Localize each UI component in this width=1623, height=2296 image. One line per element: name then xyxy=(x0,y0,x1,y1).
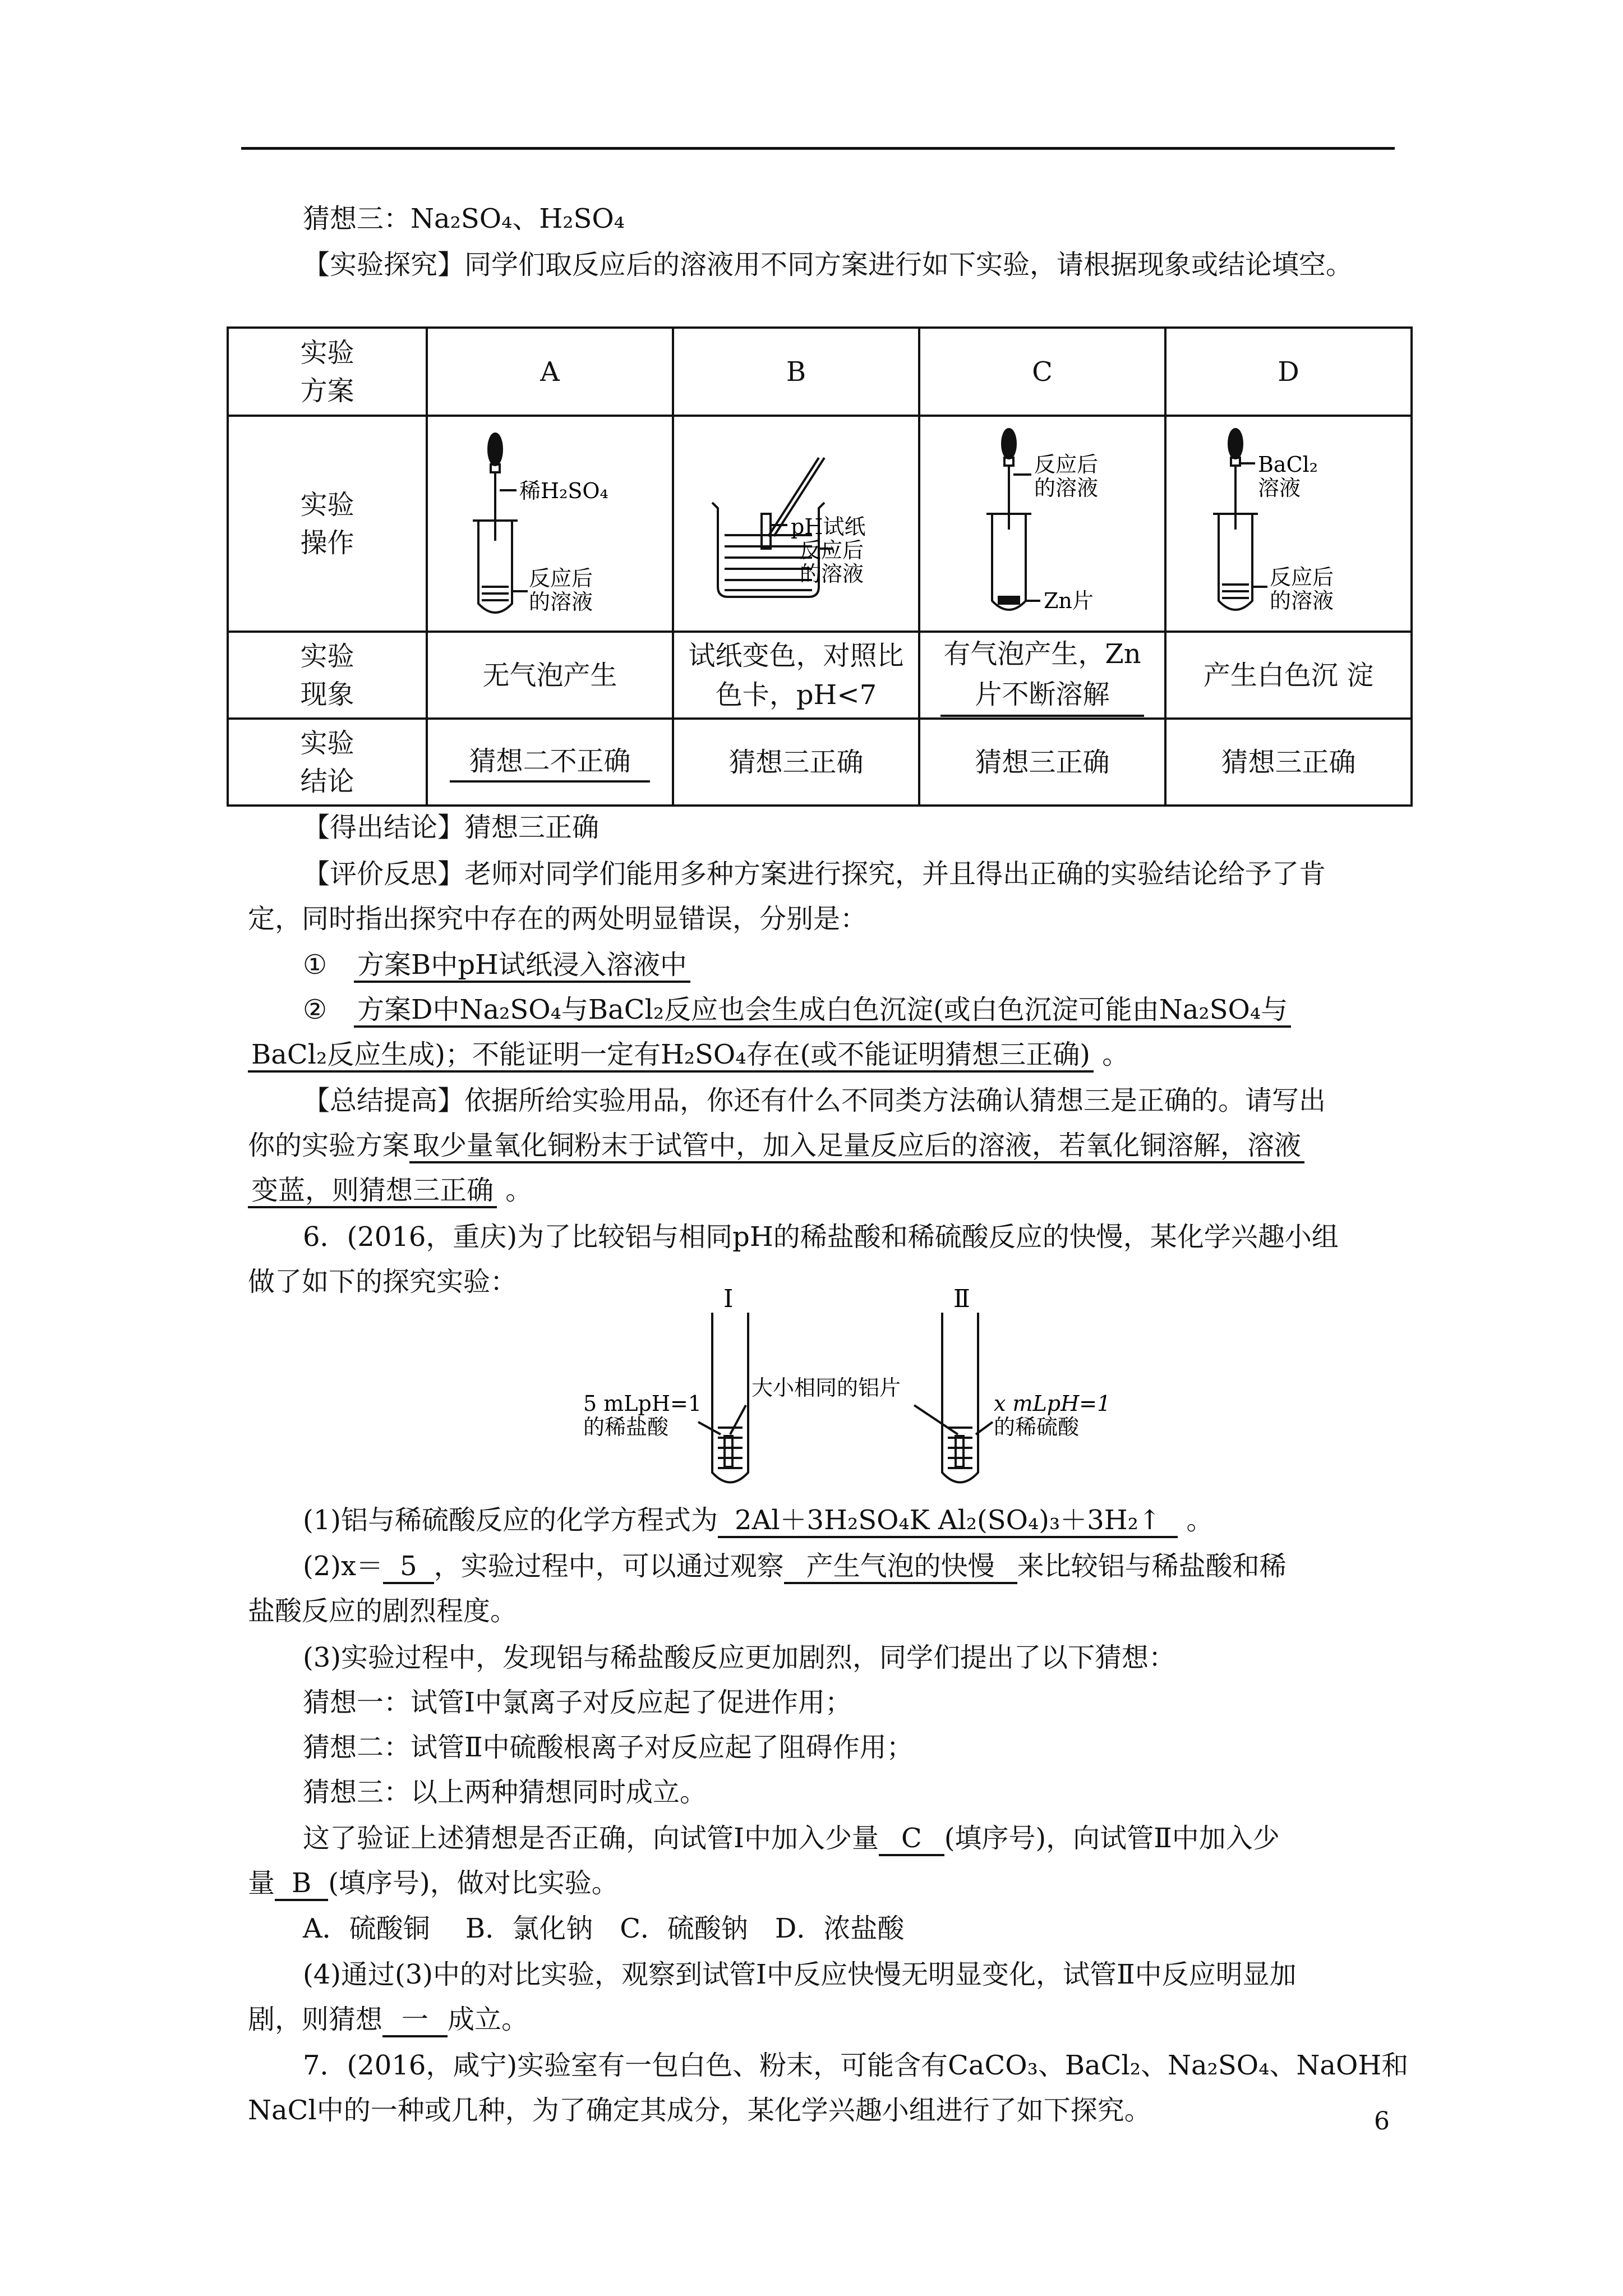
beaker-ph-paper-diagram xyxy=(679,418,914,629)
aluminum-label: 大小相同的铝片 xyxy=(751,1375,901,1400)
q6-stem-1: 6．(2016，重庆)为了比较铝与相同pH的稀盐酸和稀硫酸反应的快慢，某化学兴趣小组 xyxy=(303,1221,1339,1253)
table-row-scheme xyxy=(228,328,1412,416)
table-row-conclusion xyxy=(228,719,1412,806)
answer-blank: 5 xyxy=(383,1550,434,1584)
q6-part-4-cont: 剧，则猜想 一 成立。 xyxy=(248,2003,528,2037)
svg-text:的溶液: 的溶液 xyxy=(799,562,864,586)
q6-guess-1: 猜想一：试管Ⅰ中氯离子对反应起了促进作用； xyxy=(303,1687,852,1718)
answer-blank: C xyxy=(879,1823,944,1856)
phenomenon-d: 产生白色沉 淀 xyxy=(1165,632,1412,719)
q6-part-4: (4)通过(3)中的对比实验，观察到试管Ⅰ中反应快慢无明显变化，试管Ⅱ中反应明显加 xyxy=(303,1959,1297,1990)
experiment-table xyxy=(227,326,1413,807)
answer-blank: 一 xyxy=(382,2004,448,2037)
summary-line-1: 【总结提高】依据所给实验用品，你还有什么不同类方法确认猜想三是正确的。请写出 xyxy=(303,1085,1326,1116)
phenomenon-c: 有气泡产生，Zn片不断溶解 xyxy=(919,632,1165,719)
q6-options: A．硫酸铜 B．氯化钠 C．硫酸钠 D．浓盐酸 xyxy=(303,1913,905,1944)
svg-text:Zn片: Zn片 xyxy=(1043,588,1094,613)
conclusion-a: 猜想二不正确 xyxy=(427,719,673,806)
scheme-label-c: C xyxy=(919,328,1165,416)
row-header-conclusion: 实验 结论 xyxy=(228,719,427,806)
tube-2-label: Ⅱ xyxy=(953,1287,970,1313)
summary-line-3: 变蓝，则猜想三正确 。 xyxy=(248,1174,532,1208)
table-row-phenomenon xyxy=(228,632,1412,719)
apparatus-b xyxy=(673,416,919,632)
row-header-operation: 实验 操作 xyxy=(228,416,427,632)
answer-blank: 变蓝，则猜想三正确 xyxy=(248,1175,497,1208)
reflection-item-2: ② 方案D中Na₂SO₄与BaCl₂反应也会生成白色沉淀(或白色沉淀可能由Na₂SO₄与 xyxy=(303,993,1291,1028)
apparatus-c xyxy=(919,416,1165,632)
q6-part-2: (2)x＝ 5 ，实验过程中，可以通过观察 产生气泡的快慢 来比较铝与稀盐酸和稀 xyxy=(303,1549,1287,1584)
reflection-item-1: ① 方案B中pH试纸浸入溶液中 xyxy=(303,948,690,983)
tube-1-desc-1: 5 mLpH=1 xyxy=(583,1391,702,1416)
page-number: 6 xyxy=(1374,2107,1390,2136)
reflection-line-1: 【评价反思】老师对同学们能用多种方案进行探究，并且得出正确的实验结论给予了肯 xyxy=(303,858,1326,890)
q6-guess-3: 猜想三：以上两种猜想同时成立。 xyxy=(303,1777,707,1808)
q7-line-2: NaCl中的一种或几种，为了确定其成分，某化学兴趣小组进行了如下探究。 xyxy=(248,2095,1151,2126)
q6-stem-2: 做了如下的探究实验： xyxy=(248,1266,518,1297)
row-header-phenomenon: 实验 现象 xyxy=(228,632,427,719)
answer-blank: 方案B中pH试纸浸入溶液中 xyxy=(354,949,690,983)
answer-blank: BaCl₂反应生成)；不能证明一定有H₂SO₄存在(或不能证明猜想三正确) xyxy=(248,1039,1094,1073)
conclusion-d: 猜想三正确 xyxy=(1165,719,1412,806)
header-rule xyxy=(241,147,1395,150)
aluminum-acid-figure xyxy=(583,1287,1133,1495)
conclusion-line: 【得出结论】猜想三正确 xyxy=(303,812,600,843)
svg-text:反应后: 反应后 xyxy=(1269,565,1334,590)
tube-2-desc-1: x mLpH=1 xyxy=(994,1391,1111,1416)
q6-verify-2: 量 B (填序号)，做对比实验。 xyxy=(248,1866,619,1901)
bacl2-test-tube-diagram xyxy=(1171,418,1407,629)
reflection-item-2-cont: BaCl₂反应生成)；不能证明一定有H₂SO₄存在(或不能证明猜想三正确) 。 xyxy=(248,1038,1129,1073)
conclusion-b: 猜想三正确 xyxy=(673,719,919,806)
answer-blank: 2Al＋3H₂SO₄K Al₂(SO₄)₃＋3H₂↑ xyxy=(718,1504,1178,1538)
table-row-operation xyxy=(228,416,1412,632)
zinc-test-tube-diagram xyxy=(925,418,1160,629)
hypothesis-three: 猜想三：Na₂SO₄、H₂SO₄ xyxy=(303,203,625,234)
summary-line-2: 你的实验方案 取少量氧化铜粉末于试管中，加入足量反应后的溶液，若氧化铜溶解，溶液 xyxy=(248,1129,1304,1163)
phenomenon-a: 无气泡产生 xyxy=(427,632,673,719)
scheme-label-b: B xyxy=(673,328,919,416)
tube-1-desc-2: 的稀盐酸 xyxy=(583,1415,669,1439)
reflection-line-2: 定，同时指出探究中存在的两处明显错误，分别是： xyxy=(248,903,868,935)
phenomenon-b: 试纸变色，对照比色卡，pH<7 xyxy=(673,632,919,719)
q6-part-1: (1)铝与稀硫酸反应的化学方程式为 2Al＋3H₂SO₄K Al₂(SO₄)₃＋3H₂↑ 。 xyxy=(303,1503,1213,1538)
apparatus-d xyxy=(1165,416,1412,632)
answer-blank: B xyxy=(275,1867,328,1901)
scheme-label-d: D xyxy=(1165,328,1412,416)
svg-text:pH试纸: pH试纸 xyxy=(790,514,865,539)
svg-text:的溶液: 的溶液 xyxy=(1269,588,1334,613)
conclusion-c: 猜想三正确 xyxy=(919,719,1165,806)
experiment-intro: 【实验探究】同学们取反应后的溶液用不同方案进行如下实验，请根据现象或结论填空。 xyxy=(303,249,1353,280)
answer-blank: 产生气泡的快慢 xyxy=(784,1550,1017,1584)
dropper-test-tube-diagram-a xyxy=(432,418,668,629)
q6-part-3: (3)实验过程中，发现铝与稀盐酸反应更加剧烈，同学们提出了以下猜想： xyxy=(303,1642,1175,1673)
svg-text:的溶液: 的溶液 xyxy=(1034,476,1098,500)
answer-blank: 方案D中Na₂SO₄与BaCl₂反应也会生成白色沉淀(或白色沉淀可能由Na₂SO₄与 xyxy=(354,994,1291,1028)
scheme-label-a: A xyxy=(427,328,673,416)
svg-text:反应后: 反应后 xyxy=(528,566,593,591)
tube-2-desc-2: 的稀硫酸 xyxy=(994,1415,1080,1439)
svg-text:反应后: 反应后 xyxy=(1034,452,1098,477)
q7-line-1: 7．(2016，咸宁)实验室有一包白色、粉末，可能含有CaCO₃、BaCl₂、Na₂SO₄、NaOH和 xyxy=(303,2050,1409,2081)
answer-blank: 取少量氧化铜粉末于试管中，加入足量反应后的溶液，若氧化铜溶解，溶液 xyxy=(409,1130,1304,1163)
tube-1-label: Ⅰ xyxy=(723,1287,734,1313)
svg-text:BaCl₂: BaCl₂ xyxy=(1257,452,1318,477)
svg-text:反应后: 反应后 xyxy=(799,538,864,563)
apparatus-a xyxy=(427,416,673,632)
row-header-scheme: 实验 方案 xyxy=(228,328,427,416)
svg-text:溶液: 溶液 xyxy=(1257,476,1301,500)
q6-verify-1: 这了验证上述猜想是否正确，向试管Ⅰ中加入少量 C (填序号)，向试管Ⅱ中加入少 xyxy=(303,1821,1280,1856)
q6-part-2-cont: 盐酸反应的剧烈程度。 xyxy=(248,1595,518,1627)
svg-text:稀H₂SO₄: 稀H₂SO₄ xyxy=(519,478,608,503)
svg-text:的溶液: 的溶液 xyxy=(528,590,593,614)
q6-guess-2: 猜想二：试管Ⅱ中硫酸根离子对反应起了阻碍作用； xyxy=(303,1732,914,1763)
